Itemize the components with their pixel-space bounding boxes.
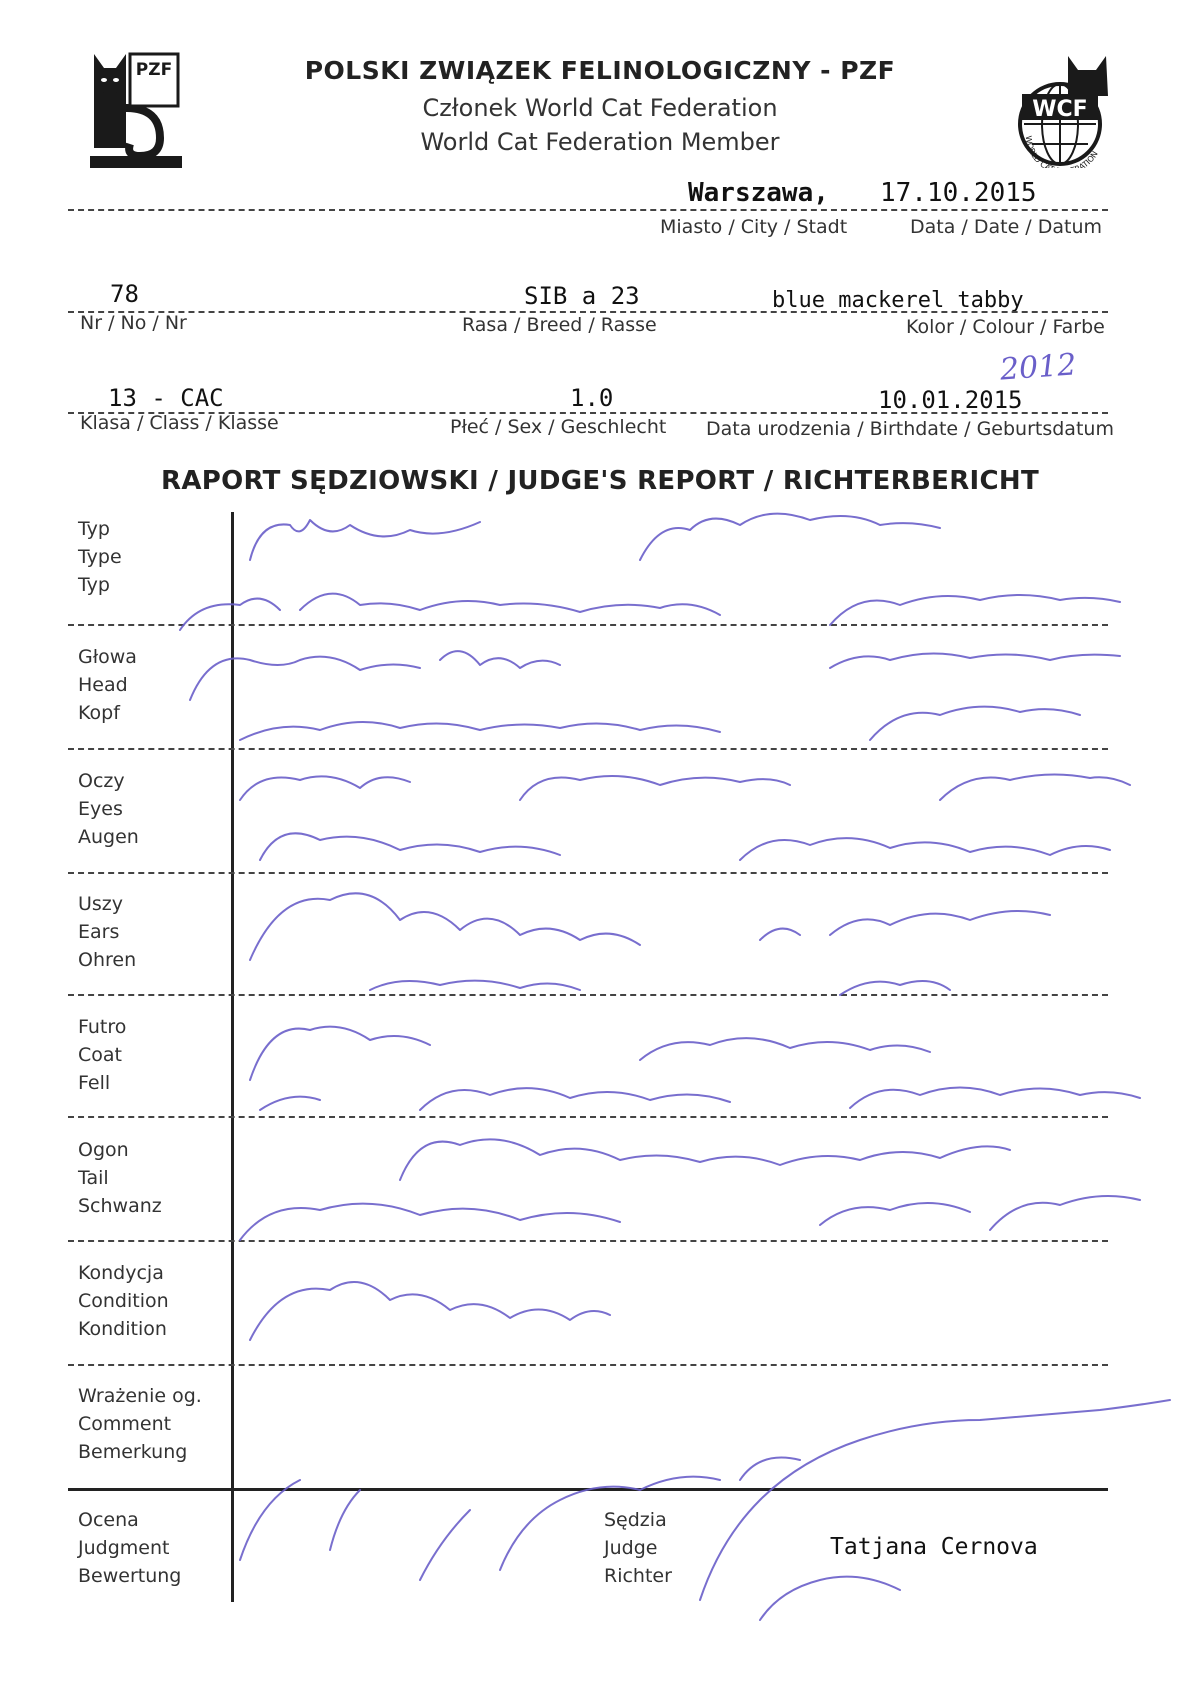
birthdate-correction: 2012 <box>998 347 1078 388</box>
breed-value: SIB a 23 <box>524 282 640 310</box>
section-comment-label: Wrażenie og. Comment Bemerkung <box>78 1385 202 1463</box>
section-condition-label: Kondycja Condition Kondition <box>78 1262 169 1340</box>
colour-label: Kolor / Colour / Farbe <box>906 316 1105 338</box>
sex-value: 1.0 <box>570 384 614 412</box>
section-ears-label: Uszy Ears Ohren <box>78 893 137 971</box>
wcf-logo-text: WCF <box>1032 97 1088 122</box>
section-eyes-label: Oczy Eyes Augen <box>78 770 139 848</box>
section-tail-label: Ogon Tail Schwanz <box>78 1139 162 1217</box>
pzf-logo-text: PZF <box>135 60 173 80</box>
wcf-ring-text: WORLD CA ATION <box>1023 135 1100 168</box>
sex-label: Płeć / Sex / Geschlecht <box>450 416 667 438</box>
judge-label: Sędzia Judge Richter <box>604 1509 672 1587</box>
city-label: Miasto / City / Stadt <box>660 216 848 238</box>
section-type-label: Typ Type Typ <box>78 518 122 596</box>
date-label: Data / Date / Datum <box>910 216 1103 238</box>
judge-name: Tatjana Cernova <box>830 1534 1038 1560</box>
member-text-pl: Członek World Cat Federation <box>422 94 778 122</box>
judgment-label: Ocena Judgment Bewertung <box>78 1509 182 1587</box>
colour-value: blue mackerel tabby <box>772 288 1024 313</box>
number-label: Nr / No / Nr <box>80 312 187 334</box>
member-text-en: World Cat Federation Member <box>420 128 780 156</box>
date-value: 17.10.2015 <box>880 178 1037 208</box>
section-coat-label: Futro Coat Fell <box>78 1016 127 1094</box>
birthdate-value: 10.01.2015 <box>878 386 1023 414</box>
organization-name: POLSKI ZWIĄZEK FELINOLOGICZNY - PZF <box>304 56 896 85</box>
birthdate-label: Data urodzenia / Birthdate / Geburtsdatum <box>706 418 1114 440</box>
breed-label: Rasa / Breed / Rasse <box>462 314 657 336</box>
class-label: Klasa / Class / Klasse <box>80 412 279 434</box>
city-value: Warszawa, <box>688 178 829 208</box>
report-title: RAPORT SĘDZIOWSKI / JUDGE'S REPORT / RICHTERBERICHT <box>161 466 1039 496</box>
class-value: 13 - CAC <box>108 384 224 412</box>
section-head-label: Głowa Head Kopf <box>78 646 137 724</box>
number-value: 78 <box>110 280 139 308</box>
